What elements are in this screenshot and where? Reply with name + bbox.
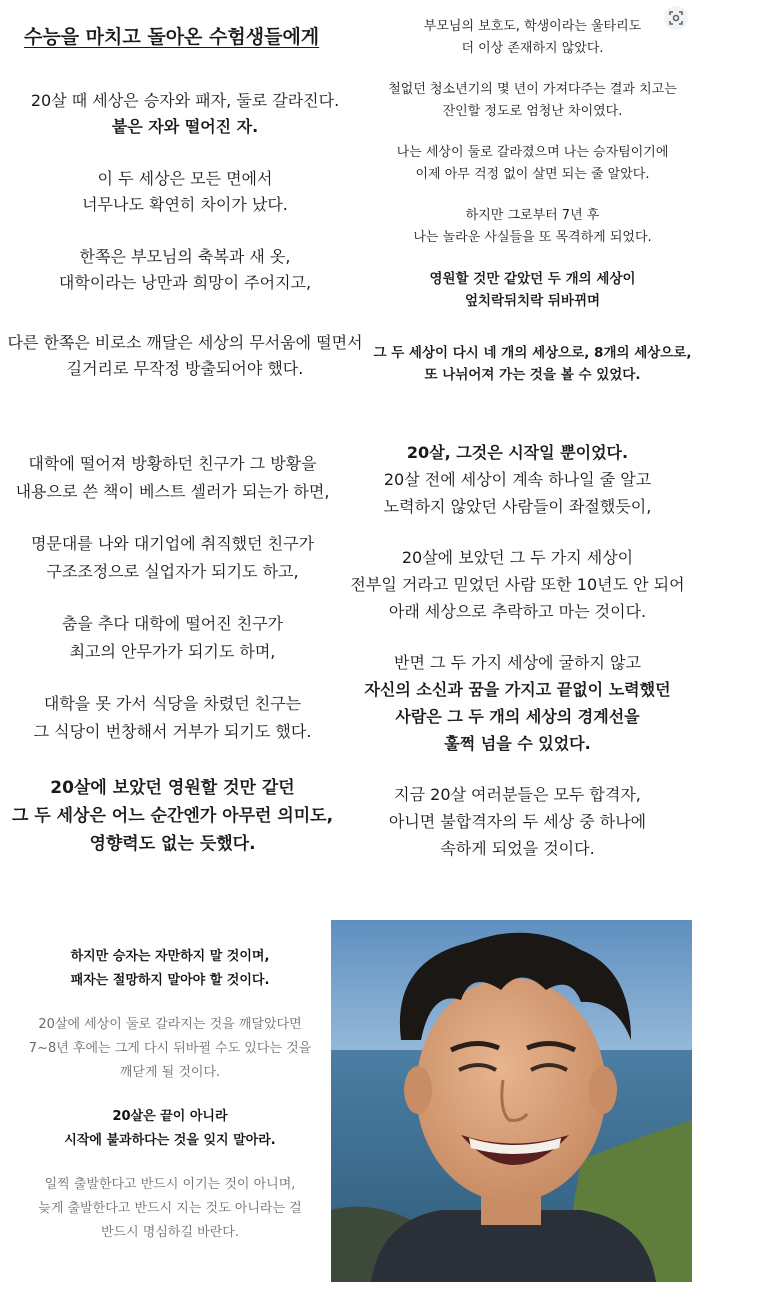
paragraph <box>370 16 695 60</box>
paragraph <box>0 88 370 140</box>
text-line: 길거리로 무작정 방출되어야 했다. <box>66 359 304 378</box>
paragraph <box>0 244 370 296</box>
text-line: 반드시 명심하길 바란다. <box>101 1225 239 1240</box>
text-line: 전부일 거라고 믿었던 사람 또한 10년도 안 되어 <box>350 575 685 594</box>
text-line: 하지만 그로부터 7년 후 <box>465 208 600 223</box>
paragraph <box>10 945 330 993</box>
text-line: 노력하지 않았던 사람들이 좌절했듯이, <box>383 497 652 516</box>
panel-friends <box>0 430 345 880</box>
text-line: 하지만 승자는 자만하지 말 것이며, <box>70 949 270 964</box>
page-title: 수능을 마치고 돌아온 수험생들에게 <box>24 26 320 48</box>
text-line: 철없던 청소년기의 몇 년이 가져다주는 결과 치고는 <box>388 82 677 97</box>
portrait-illustration <box>331 920 692 1282</box>
text-line: 패자는 절망하지 말아야 할 것이다. <box>70 973 270 988</box>
text-line: 20살에 세상이 둘로 갈라지는 것을 깨달았다면 <box>38 1017 302 1032</box>
text-line: 20살, 그것은 시작일 뿐이었다. <box>406 443 629 462</box>
text-line: 엎치락뒤치락 뒤바뀌며 <box>464 293 601 309</box>
text-line: 대학에 떨어져 방황하던 친구가 그 방황을 <box>28 454 317 473</box>
lens-search-icon[interactable] <box>664 6 688 30</box>
text-line: 지금 20살 여러분들은 모두 합격자, <box>394 785 641 804</box>
panel-advice <box>10 920 330 1282</box>
text-line: 이 두 세상은 모든 면에서 <box>97 169 273 188</box>
ear-left <box>404 1066 432 1114</box>
paragraph <box>345 781 690 862</box>
text-line: 그 식당이 번창해서 거부가 되기도 했다. <box>33 722 312 741</box>
text-line: 늦게 출발한다고 반드시 지는 것도 아니라는 걸 <box>38 1201 302 1216</box>
paragraph <box>0 610 345 666</box>
paragraph <box>10 1013 330 1085</box>
text-line: 대학이라는 낭만과 희망이 주어지고, <box>58 273 312 292</box>
paragraph <box>0 690 345 746</box>
paragraph <box>10 1105 330 1153</box>
text-line: 춤을 추다 대학에 떨어진 친구가 <box>61 614 284 633</box>
text-line: 사람은 그 두 개의 세상의 경계선을 <box>395 707 640 726</box>
paragraph <box>0 530 345 586</box>
paragraph <box>0 450 345 506</box>
text-line: 속하게 되었을 것이다. <box>440 839 595 858</box>
advice-body <box>10 945 330 1245</box>
text-line: 20살에 보았던 그 두 가지 세상이 <box>401 548 634 567</box>
text-line: 최고의 안무가가 되기도 하며, <box>69 642 276 661</box>
paragraph <box>345 439 690 520</box>
panel-beginning <box>345 430 690 880</box>
text-line: 7~8년 후에는 그게 다시 뒤바뀔 수도 있다는 것을 <box>28 1041 312 1056</box>
panel-reflection <box>370 0 695 410</box>
reflection-body <box>370 16 695 386</box>
text-line: 잔인할 정도로 엄청난 차이였다. <box>442 104 623 119</box>
paragraph <box>10 1173 330 1245</box>
paragraph <box>370 142 695 186</box>
text-line: 반면 그 두 가지 세상에 굴하지 않고 <box>394 653 641 672</box>
text-line: 아니면 불합격자의 두 세상 중 하나에 <box>388 812 647 831</box>
portrait-photo <box>331 920 692 1282</box>
text-line: 다른 한쪽은 비로소 깨달은 세상의 무서움에 떨면서 <box>7 333 363 352</box>
text-line: 깨닫게 될 것이다. <box>119 1065 221 1080</box>
paragraph <box>370 79 695 123</box>
text-line: 또 나뉘어져 가는 것을 볼 수 있었다. <box>424 367 641 383</box>
beginning-body <box>345 439 690 862</box>
text-line: 자신의 소신과 꿈을 가지고 끝없이 노력했던 <box>364 680 671 699</box>
paragraph <box>0 166 370 218</box>
ear-right <box>589 1066 617 1114</box>
text-line: 명문대를 나와 대기업에 취직했던 친구가 <box>30 534 315 553</box>
text-line: 20살에 보았던 영원할 것만 같던 <box>50 778 295 798</box>
text-line: 그 두 세상은 어느 순간엔가 아무런 의미도, <box>11 806 334 826</box>
friends-body <box>0 450 345 858</box>
text-line: 구조조정으로 실업자가 되기도 하고, <box>46 562 299 581</box>
text-line: 일찍 출발한다고 반드시 이기는 것이 아니며, <box>44 1177 296 1192</box>
text-line: 시작에 불과하다는 것을 잊지 말아라. <box>64 1133 276 1148</box>
intro-body <box>0 88 370 382</box>
text-line: 너무나도 확연히 차이가 났다. <box>82 195 288 214</box>
text-line: 대학을 못 가서 식당을 차렸던 친구는 <box>43 694 302 713</box>
text-line: 그 두 세상이 다시 네 개의 세상으로, 8개의 세상으로, <box>373 345 692 361</box>
text-line: 붙은 자와 떨어진 자. <box>111 117 259 136</box>
panel-intro <box>0 0 370 410</box>
text-line: 한쪽은 부모님의 축복과 새 옷, <box>79 247 291 266</box>
paragraph <box>0 330 370 382</box>
paragraph <box>345 649 690 757</box>
text-line: 영원할 것만 같았던 두 개의 세상이 <box>429 271 636 287</box>
face <box>416 978 606 1202</box>
text-line: 20살은 끝이 아니라 <box>112 1109 228 1124</box>
text-line: 내용으로 쓴 책이 베스트 셀러가 되는가 하면, <box>15 482 330 501</box>
text-line: 나는 세상이 둘로 갈라졌으며 나는 승자팀이기에 <box>396 145 669 160</box>
paragraph <box>370 268 695 312</box>
text-line: 영향력도 없는 듯했다. <box>89 834 256 854</box>
lens-glyph-icon <box>668 10 684 26</box>
paragraph <box>370 205 695 249</box>
text-line: 나는 놀라운 사실들을 또 목격하게 되었다. <box>413 230 652 245</box>
text-line: 훌쩍 넘을 수 있었다. <box>444 734 591 753</box>
paragraph <box>345 544 690 625</box>
text-line: 20살 전에 세상이 계속 하나일 줄 알고 <box>383 470 652 489</box>
text-line: 아래 세상으로 추락하고 마는 것이다. <box>388 602 647 621</box>
text-line: 부모님의 보호도, 학생이라는 울타리도 <box>423 19 642 34</box>
paragraph <box>370 342 695 386</box>
text-line: 이제 아무 걱정 없이 살면 되는 줄 알았다. <box>415 167 650 182</box>
paragraph <box>0 774 345 858</box>
text-line: 20살 때 세상은 승자와 패자, 둘로 갈라진다. <box>30 91 340 110</box>
text-line: 더 이상 존재하지 않았다. <box>461 41 604 56</box>
